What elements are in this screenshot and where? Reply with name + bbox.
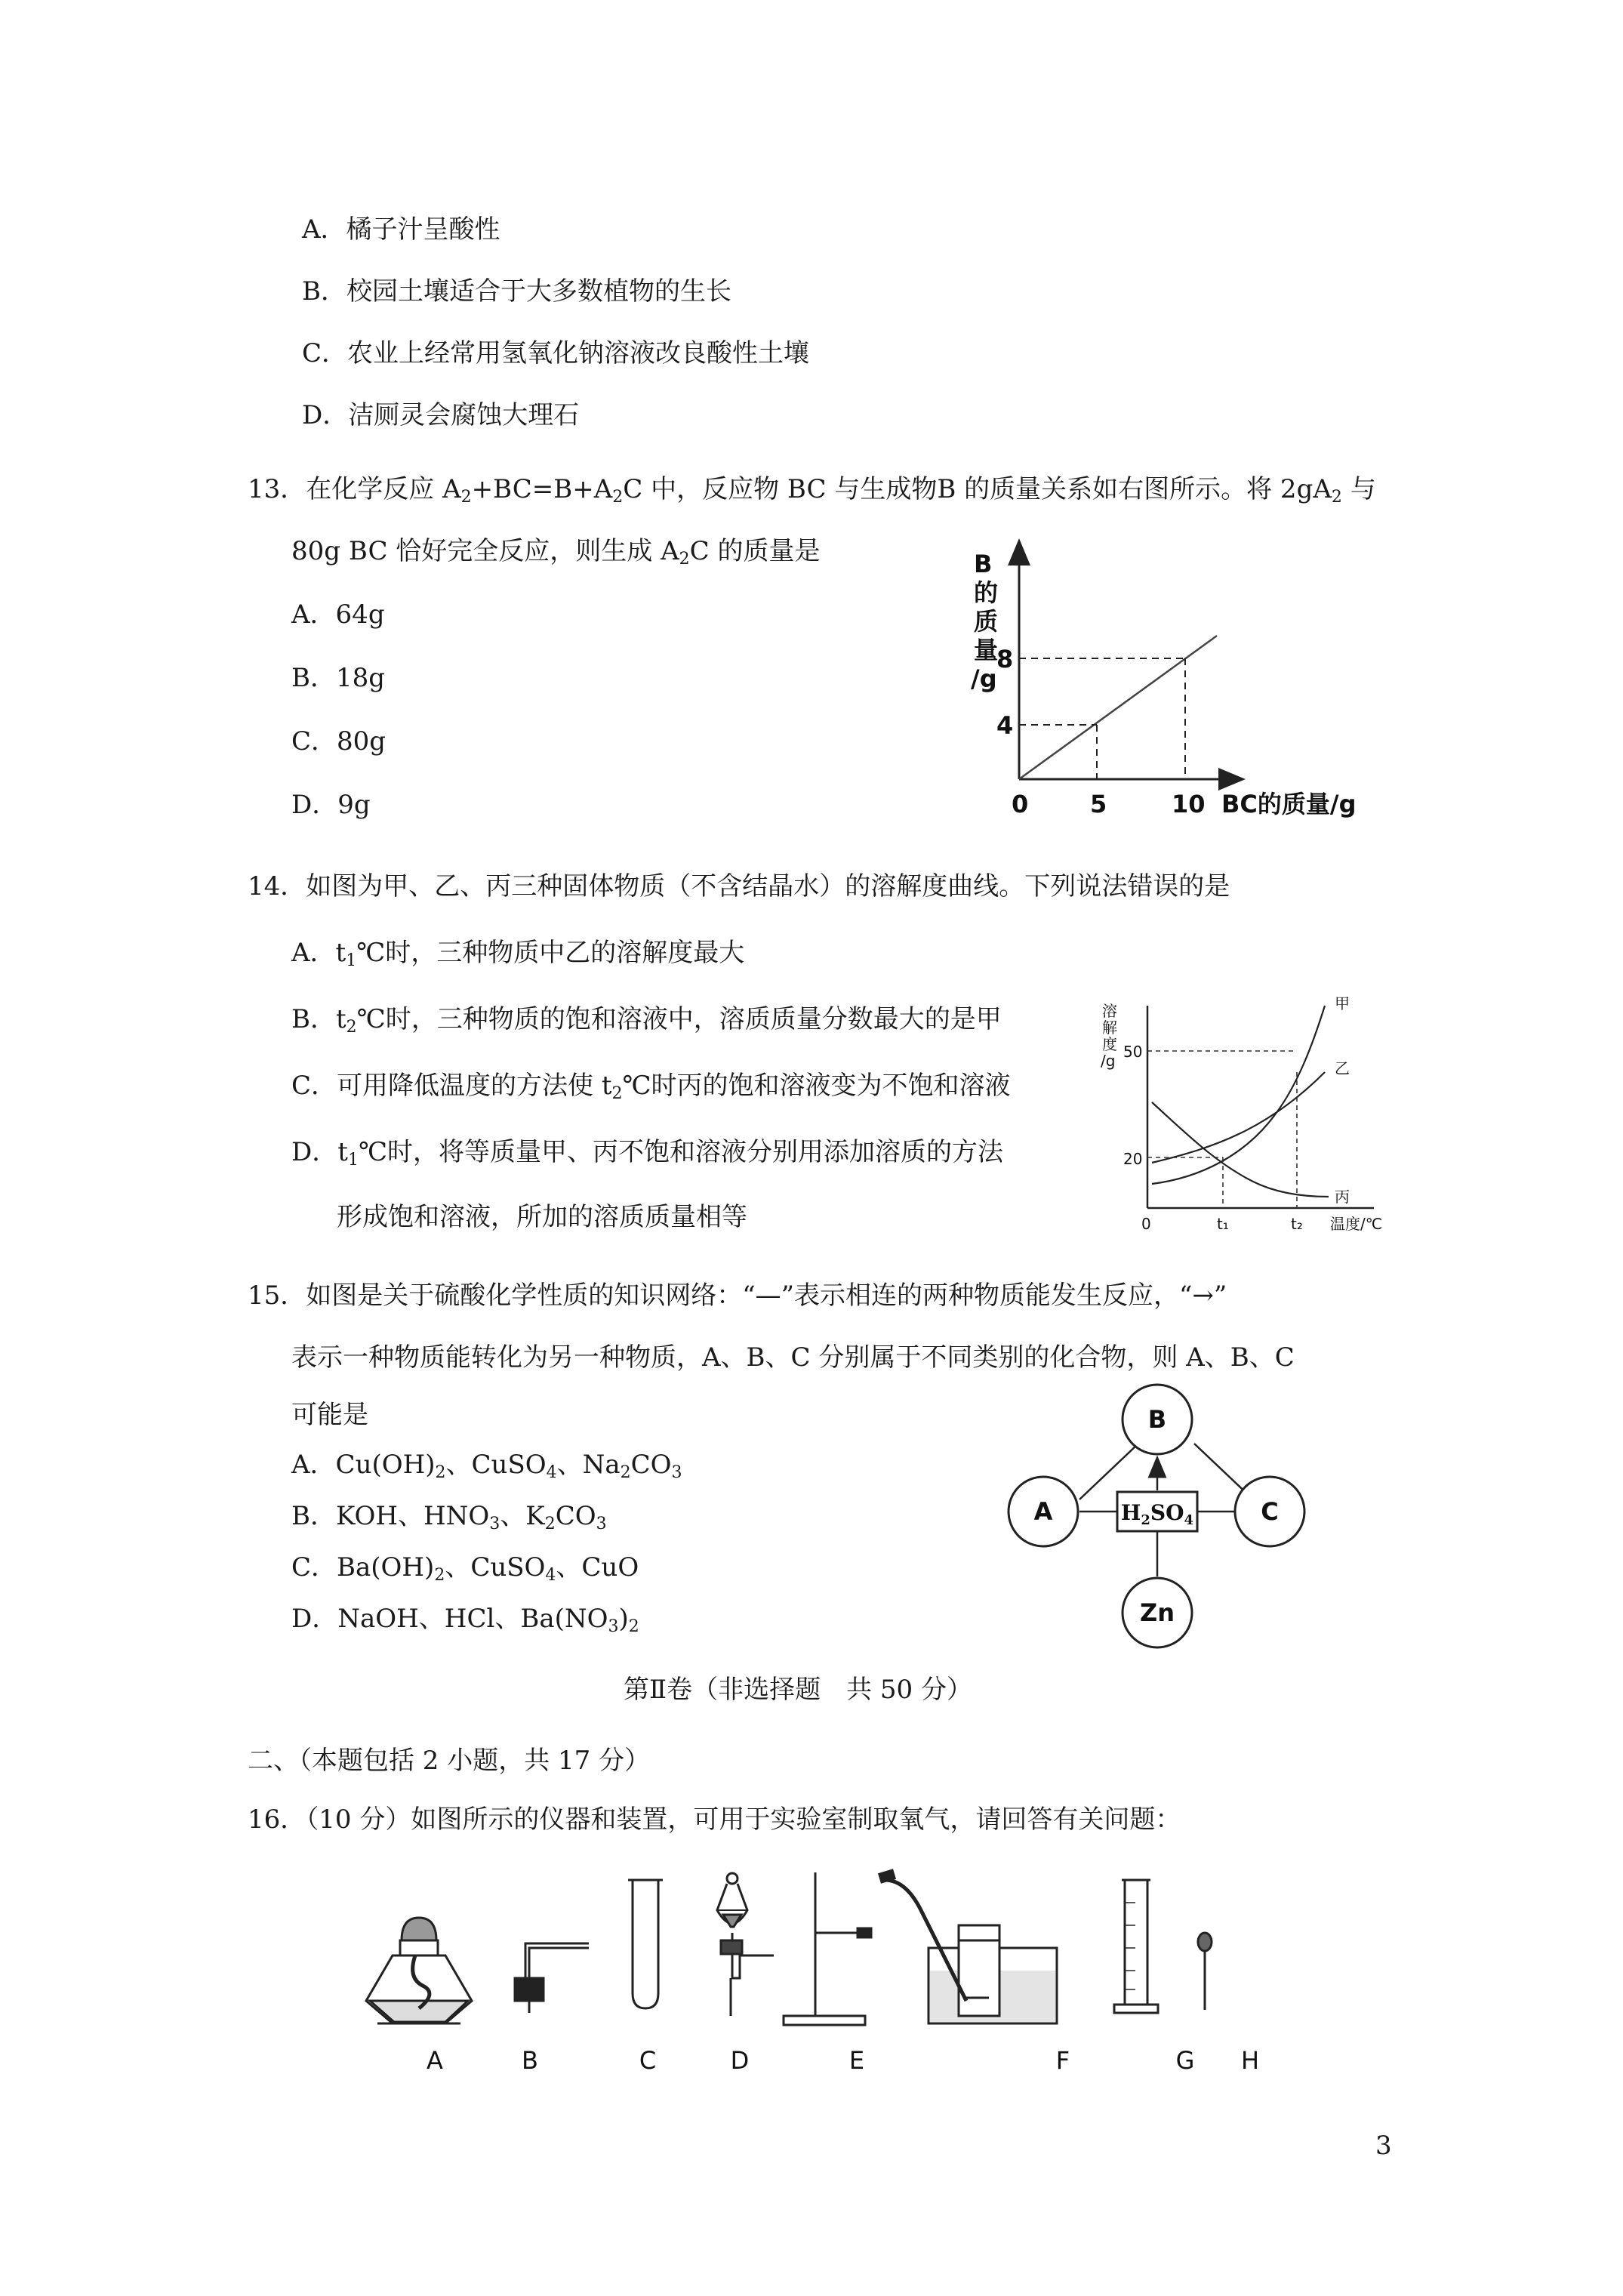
q15-option-a: A．$Cu(OH)_2$、CuSO$_4$、$Na_2CO_3$ xyxy=(291,1450,682,1482)
dropper-icon xyxy=(1198,1933,1212,2010)
curve-label-jia: 甲 xyxy=(1335,994,1350,1012)
q14-stem: 14．如图为甲、乙、丙三种固体物质（不含结晶水）的溶解度曲线。下列说法错误的是 xyxy=(248,871,1230,901)
x-tick-t1: t₁ xyxy=(1217,1215,1229,1233)
node-c-label: C xyxy=(1261,1497,1279,1526)
y-tick-50: 50 xyxy=(1123,1043,1143,1061)
y-tick-20: 20 xyxy=(1123,1150,1143,1168)
node-h2so4-label: $H_2SO_4$ xyxy=(1120,1500,1194,1528)
q16-apparatus-figure xyxy=(347,1865,1298,2091)
curve-label-yi: 乙 xyxy=(1335,1059,1350,1077)
ylabel-char: 溶 xyxy=(1102,1002,1117,1020)
q15-option-d: D．NaOH、HCl、$Ba(NO_3)_2$ xyxy=(291,1604,639,1636)
section2-heading: 二、（本题包括 2 小题，共 17 分） xyxy=(248,1746,651,1776)
apparatus-label-f: F xyxy=(1055,2046,1070,2075)
q15-stem-line3: 可能是 xyxy=(291,1400,368,1430)
q12-option-d: D．洁厕灵会腐蚀大理石 xyxy=(302,400,580,430)
ylabel-char: 的 xyxy=(974,578,999,607)
q14-solubility-graph xyxy=(1095,982,1412,1238)
node-a-label: A xyxy=(1033,1497,1053,1526)
ylabel-char: 解 xyxy=(1102,1019,1117,1037)
origin-label: 0 xyxy=(1141,1215,1151,1233)
q14-option-a: A．$t_1℃$时，三种物质中乙的溶解度最大 xyxy=(291,938,745,970)
section2-title: 第Ⅱ卷（非选择题 共 50 分） xyxy=(624,1675,972,1705)
water-trough-icon xyxy=(879,1874,1057,2023)
curve-label-bing: 丙 xyxy=(1335,1188,1350,1206)
apparatus-label-h: H xyxy=(1240,2046,1260,2075)
x-tick-t2: t₂ xyxy=(1291,1215,1303,1233)
apparatus-label-g: G xyxy=(1175,2046,1195,2075)
apparatus-label-d: D xyxy=(730,2046,750,2075)
y-tick-8: 8 xyxy=(996,645,1014,673)
q13-option-d: D．9g xyxy=(291,790,371,820)
q15-stem-line2: 表示一种物质能转化为另一种物质，A、B、C 分别属于不同类别的化合物，则 A、B、C xyxy=(291,1342,1295,1373)
apparatus-label-a: A xyxy=(427,2046,443,2075)
test-tube-icon xyxy=(628,1880,663,2008)
x-tick-5: 5 xyxy=(1090,790,1107,818)
y-tick-4: 4 xyxy=(996,711,1014,740)
ylabel-char: /g xyxy=(1101,1052,1116,1070)
q14-option-d-line2: 形成饱和溶液，所加的溶质质量相等 xyxy=(337,1202,747,1232)
q13-option-a: A．64g xyxy=(291,599,385,630)
graduated-cylinder-icon xyxy=(1114,1880,1158,2013)
ylabel-char: B xyxy=(974,550,993,578)
curve-yi xyxy=(1152,1072,1325,1163)
node-b-label: B xyxy=(1147,1405,1167,1434)
q15-option-b: B．KOH、$HNO_3$、$K_2CO_3$ xyxy=(291,1501,607,1533)
q12-option-c: C．农业上经常用氢氧化钠溶液改良酸性土壤 xyxy=(302,338,810,368)
separatory-funnel-icon xyxy=(717,1873,774,2016)
apparatus-label-c: C xyxy=(639,2046,657,2075)
q16-stem: 16．（10 分）如图所示的仪器和装置，可用于实验室制取氧气，请回答有关问题： xyxy=(248,1804,1181,1835)
q13-option-b: B．18g xyxy=(291,663,386,693)
xlabel: 温度/℃ xyxy=(1330,1215,1383,1233)
page-number: 3 xyxy=(1375,2131,1392,2161)
xlabel: BC的质量/g xyxy=(1221,790,1357,818)
origin-label: 0 xyxy=(1012,790,1029,818)
node-zn-label: Zn xyxy=(1140,1598,1175,1627)
ylabel-char: 质 xyxy=(974,607,999,636)
q14-option-b: B．$t_2℃$时，三种物质的饱和溶液中，溶质质量分数最大的是甲 xyxy=(291,1004,1002,1037)
ylabel-char: 度 xyxy=(1102,1035,1117,1053)
q15-stem-line1: 15．如图是关于硫酸化学性质的知识网络：“—”表示相连的两种物质能发生反应，“→” xyxy=(248,1281,1227,1311)
q13-stem-line1: 13．在化学反应 $A_2+BC=B+A_2C$ 中，反应物 BC 与生成物B 的质量关系如右图所示。将 $2gA_2$ 与 xyxy=(248,474,1376,507)
q12-option-b: B．校园土壤适合于大多数植物的生长 xyxy=(302,276,731,307)
q15-network-diagram xyxy=(996,1382,1329,1653)
q14-option-c: C．可用降低温度的方法使 $t_2℃$时丙的饱和溶液变为不饱和溶液 xyxy=(291,1071,1011,1103)
ylabel-char: 量 xyxy=(974,636,999,664)
q14-option-d: D．$t_1℃$时，将等质量甲、丙不饱和溶液分别用添加溶质的方法 xyxy=(291,1137,1003,1170)
apparatus-label-e: E xyxy=(848,2046,865,2075)
q15-option-c: C．$Ba(OH)_2$、CuSO$_4$、CuO xyxy=(291,1552,639,1585)
stopper-tube-icon xyxy=(515,1943,589,2013)
q13-stem-line2: 80g BC 恰好完全反应，则生成 $A_2C$ 的质量是 xyxy=(291,536,821,569)
proportional-line xyxy=(1019,636,1217,779)
iron-stand-icon xyxy=(784,1872,871,2025)
q13-mass-graph xyxy=(944,536,1412,838)
x-tick-10: 10 xyxy=(1172,790,1206,818)
ylabel-char: /g xyxy=(971,664,997,693)
alcohol-lamp-icon xyxy=(366,1918,472,2023)
apparatus-label-b: B xyxy=(522,2046,538,2075)
q12-option-a: A．橘子汁呈酸性 xyxy=(302,214,500,245)
q13-option-c: C．80g xyxy=(291,726,387,757)
